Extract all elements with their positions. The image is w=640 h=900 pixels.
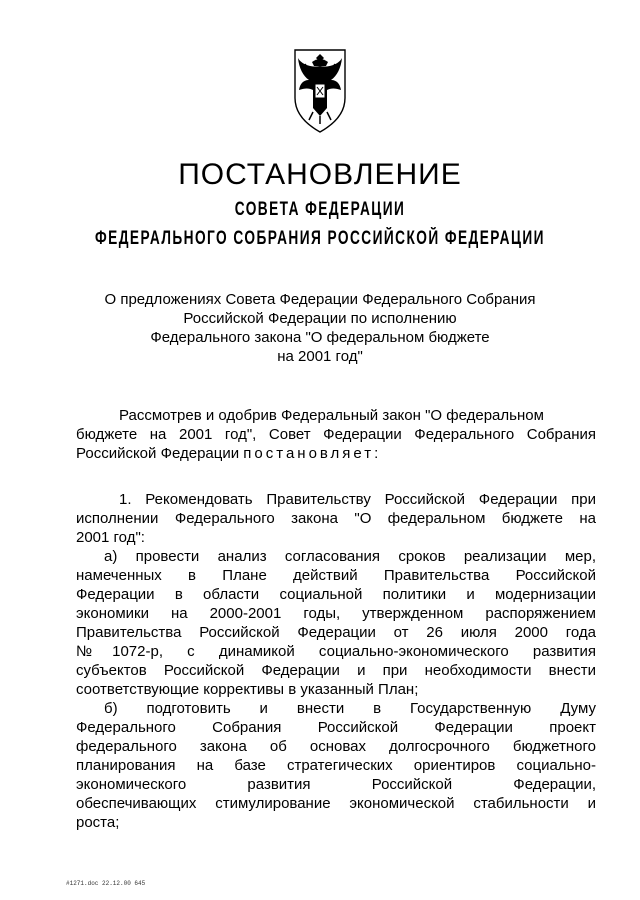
item-a-line: намеченных в Плане действий Правительства Российской	[76, 567, 596, 584]
item-b-line: федерального закона об основах долгосрочного бюджетного	[76, 738, 596, 755]
item-b-line: б) подготовить и внести в Государственную Думу	[104, 700, 596, 717]
item-a-line: Правительства Российской Федерации от 26 июля 2000 года	[76, 624, 596, 641]
heading-line: О предложениях Совета Федерации Федерального Собрания	[104, 291, 536, 308]
point-1	[76, 490, 596, 832]
item-a-line: №1072-р, с динамикой социально-экономического развития	[76, 643, 596, 660]
preamble-line: Рассмотрев и одобрив Федеральный закон "О федеральном	[119, 407, 544, 424]
item-b-line: экономического развития Российской Федерации,	[76, 776, 596, 793]
item-a-line: а) провести анализ согласования сроков реализации мер,	[104, 548, 596, 565]
document-heading	[60, 290, 580, 366]
document-subtitle-line1: СОВЕТА ФЕДЕРАЦИИ	[234, 199, 406, 220]
preamble-line3-start: Российской Федерации	[76, 445, 244, 462]
point1-line: 2001 год":	[76, 529, 145, 546]
item-a-line: экономики на 2000-2001 годы, утвержденном распоряжением	[76, 605, 596, 622]
point1-line: исполнении Федерального закона "О федеральном бюджете на	[76, 510, 596, 527]
preamble-line: бюджете на 2001 год", Совет Федерации Федерального Собрания	[76, 426, 596, 443]
preamble-line	[76, 444, 596, 463]
item-b-line: обеспечивающих стимулирование экономической стабильности и	[76, 795, 596, 812]
preamble-paragraph	[76, 406, 596, 463]
item-b-line: роста;	[76, 814, 120, 831]
russian-coat-of-arms-icon	[289, 46, 351, 134]
item-b-line: планирования на базе стратегических ориентиров социально-	[76, 757, 596, 774]
item-a-line: Федерации в области социальной политики и модернизации	[76, 586, 596, 603]
heading-line: Российской Федерации по исполнению	[183, 310, 457, 327]
item-a-line: соответствующие коррективы в указанный План;	[76, 681, 419, 698]
document-title: ПОСТАНОВЛЕНИЕ	[178, 158, 462, 191]
heading-line: Федерального закона "О федеральном бюджете	[150, 329, 490, 346]
document-footer-code: #1271.doc 22.12.00 645	[66, 880, 146, 887]
decree-keyword: постановляет:	[243, 445, 382, 462]
heading-line: на 2001 год"	[277, 348, 363, 365]
point1-line: 1. Рекомендовать Правительству Российской Федерации при	[119, 491, 596, 508]
item-b-line: Федерального Собрания Российской Федерации проект	[76, 719, 596, 736]
item-a-line: субъектов Российской Федерации и при необходимости внести	[76, 662, 596, 679]
document-subtitle-line2: ФЕДЕРАЛЬНОГО СОБРАНИЯ РОССИЙСКОЙ ФЕДЕРАЦИИ	[95, 228, 545, 249]
